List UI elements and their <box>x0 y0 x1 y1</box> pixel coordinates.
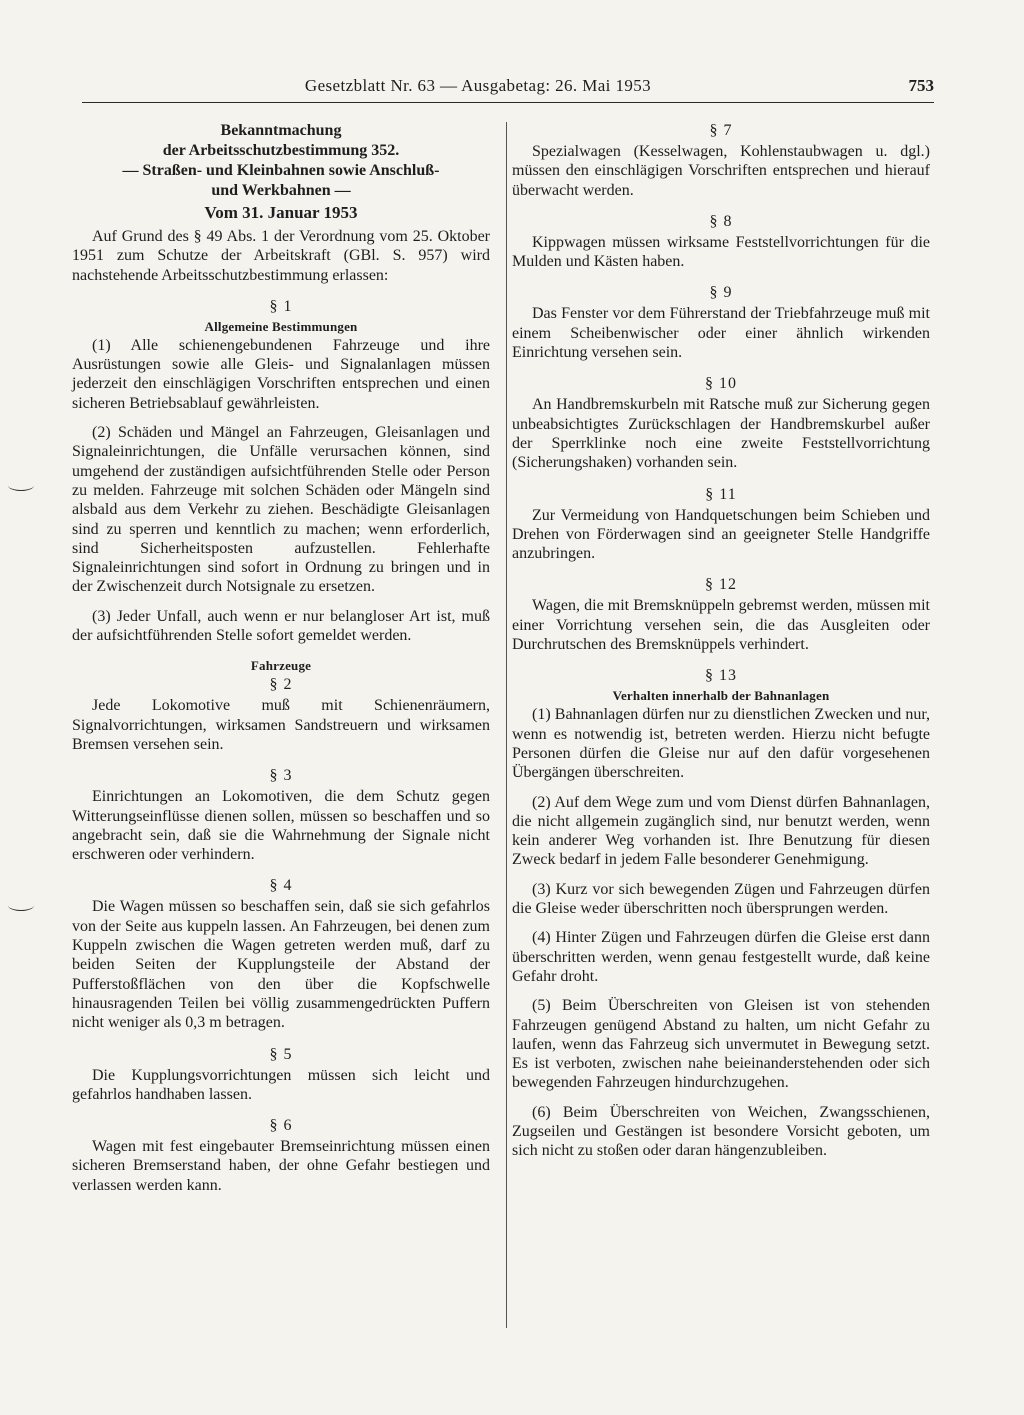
paragraph: (2) Auf dem Wege zum und vom Dienst dürfen Bahnanlagen, die nicht allgemein zugänglich sind, nur benutzt werden, wenn kein anderer Weg vorhanden ist. Ihre Benutzung für diesen Zweck bedarf in jedem Falle besonderer Genehmigung. <box>512 793 930 869</box>
paragraph: (4) Hinter Zügen und Fahrzeugen dürfen die Gleise erst dann überschritten werden, wenn genau festgestellt wurde, daß keine Gefahr droht. <box>512 929 930 985</box>
section-number: § 9 <box>709 284 733 302</box>
title-line: der Arbeitsschutzbestimmung 352. <box>162 142 400 159</box>
section-number: § 12 <box>705 576 737 594</box>
paragraph: Jede Lokomotive muß mit Schienenräumern, Signalvorrichtungen, wirksamen Sandstreuern und wirksamen Bremsen versehen sein. <box>72 697 490 753</box>
paragraph: Zur Vermeidung von Handquetschungen beim Schieben und Drehen von Förderwagen sind an geeigneter Stelle Handgriffe anzubringen. <box>512 506 930 563</box>
paragraph: (2) Schäden und Mängel an Fahrzeugen, Gleisanlagen und Signaleinrichtungen, die Unfälle verursachen können, sind umgehend der zuständigen aufsichtführenden Stelle oder Person zu melden. Fahrzeuge mit solchen Schäden oder Mängeln sind alsbald aus dem Verkehr zu ziehen. Beschädigte Gleisanlagen sind zu sperren und kenntlich zu machen; wenn erforderlich, sind Sicherheitsposten aufzustellen. Fehlerhafte Signaleinrichtungen sind sofort in Ordnung zu bringen und in der Zwischenzeit durch Notsignale zu ersetzen. <box>72 424 490 596</box>
section-number: § 8 <box>709 212 733 230</box>
paragraph: Die Kupplungsvorrichtungen müssen sich leicht und gefahrlos handhaben lassen. <box>72 1066 490 1103</box>
title-line: — Straßen- und Kleinbahnen sowie Anschluß- <box>122 162 440 179</box>
section-number: § 10 <box>705 375 737 393</box>
section-heading: Verhalten innerhalb der Bahnanlagen <box>612 688 830 704</box>
intro-paragraph: Auf Grund des § 49 Abs. 1 der Verordnung vom 25. Oktober 1951 zum Schutze der Arbeitskraft (GBl. S. 957) wird nachstehende Arbeitsschutzbestimmung erlassen: <box>72 228 490 284</box>
announcement-date: Vom 31. Januar 1953 <box>204 203 358 222</box>
left-column <box>72 121 490 1195</box>
section-heading: Allgemeine Bestimmungen <box>204 318 358 334</box>
announcement-title <box>72 121 490 201</box>
section-number: § 6 <box>269 1117 293 1135</box>
section-number: § 1 <box>269 297 293 315</box>
paragraph: Wagen, die mit Bremsknüppeln gebremst werden, müssen mit einer Vorrichtung versehen sein, die das Ausgleiten oder Durchrutschen des Bremsknüppels verhindert. <box>512 597 930 654</box>
section-number: § 2 <box>269 676 293 694</box>
page-header <box>82 76 934 103</box>
title-line: Bekanntmachung <box>220 122 342 139</box>
page-number: 753 <box>908 76 934 95</box>
paragraph: Die Wagen müssen so beschaffen sein, daß sie sich gefahrlos von der Seite aus kuppeln lassen. An Fahrzeugen, bei denen zum Kuppeln zwischen die Wagen getreten werden muß, darf zu beiden Seiten der Kupplungsteile der Abstand der Pufferstoßflächen von den über die Kopfschwelle hinausragenden Teilen bei völlig zusammengedrückten Puffern nicht weniger als 0,3 m betragen. <box>72 898 490 1032</box>
right-column <box>512 121 930 1161</box>
paragraph: Spezialwagen (Kesselwagen, Kohlenstaubwagen u. dgl.) müssen den einschlägigen Vorschriften entsprechen und hierauf überwacht werden. <box>512 143 930 199</box>
paragraph: (1) Alle schienengebundenen Fahrzeuge und ihre Ausrüstungen sowie alle Gleis- und Signalanlagen müssen jederzeit den einschlägigen Vorschriften entsprechen und einen sicheren Betriebsablauf gewährleisten. <box>72 336 490 412</box>
paragraph: Wagen mit fest eingebauter Bremseinrichtung müssen einen sicheren Bremserstand haben, der ohne Gefahr bestiegen und verlassen werden kann. <box>72 1138 490 1194</box>
title-line: und Werkbahnen — <box>211 182 351 199</box>
margin-mark <box>8 480 34 491</box>
section-number: § 13 <box>705 667 737 685</box>
section-heading: Fahrzeuge <box>250 658 312 674</box>
margin-mark <box>8 900 34 911</box>
paragraph: (5) Beim Überschreiten von Gleisen ist von stehenden Fahrzeugen genügend Abstand zu halten, um nicht Gefahr zu laufen, wenn das Fahrzeug sich unvermutet in Bewegung setzt. Es ist verboten, zwischen nahe beieinanderstehenden oder sich bewegenden Fahrzeugen hindurchzugehen. <box>512 997 930 1092</box>
paragraph: (6) Beim Überschreiten von Weichen, Zwangsschienen, Zugseilen und Gestängen ist besondere Vorsicht geboten, um sich nicht zu stoßen oder daran hängenzubleiben. <box>512 1103 930 1160</box>
section-number: § 5 <box>269 1045 293 1063</box>
paragraph: (3) Jeder Unfall, auch wenn er nur belangloser Art ist, muß der aufsichtführenden Stelle sofort gemeldet werden. <box>72 607 490 645</box>
column-divider <box>506 122 507 1328</box>
paragraph: (3) Kurz vor sich bewegenden Zügen und Fahrzeugen dürfen die Gleise weder überschritten noch übersprungen werden. <box>512 880 930 918</box>
section-number: § 3 <box>269 767 293 785</box>
paragraph: An Handbremskurbeln mit Ratsche muß zur Sicherung gegen unbeabsichtigtes Zurückschlagen der Handbremskurbel außer der Sperrklinke noch eine zweite Feststellvorrichtung (Sicherungshaken) vorhanden sein. <box>512 396 930 472</box>
paragraph: (1) Bahnanlagen dürfen nur zu dienstlichen Zwecken und nur, wenn es notwendig ist, betreten werden. Hierzu nicht befugte Personen dürfen die Gleise nur auf den dafür vorgesehenen Übergängen überschreiten. <box>512 706 930 782</box>
paragraph: Einrichtungen an Lokomotiven, die dem Schutz gegen Witterungseinflüsse dienen sollen, müssen so beschaffen und so angebracht sein, daß sie die Wahrnehmung der Signale nicht erschweren oder verhindern. <box>72 788 490 864</box>
paragraph: Kippwagen müssen wirksame Feststellvorrichtungen für die Mulden und Kästen haben. <box>512 233 930 271</box>
header-title: Gesetzblatt Nr. 63 — Ausgabetag: 26. Mai 1953 <box>304 76 652 95</box>
paragraph: Das Fenster vor dem Führerstand der Triebfahrzeuge muß mit einem Scheibenwischer oder einer ähnlich wirkenden Einrichtung versehen sein. <box>512 305 930 362</box>
section-number: § 4 <box>269 877 293 895</box>
section-number: § 7 <box>709 122 733 139</box>
section-number: § 11 <box>705 485 737 503</box>
